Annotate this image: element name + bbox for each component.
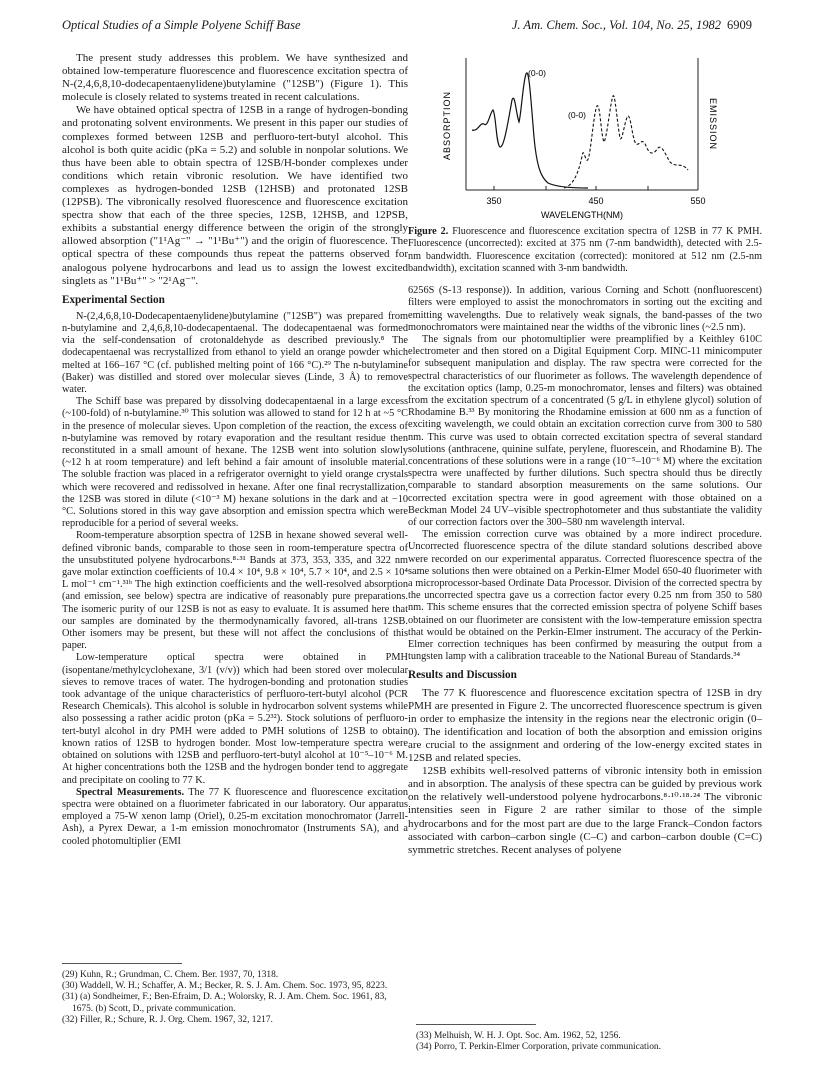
running-title: Optical Studies of a Simple Polyene Schiff Base [62, 18, 301, 32]
spectrum-plot [408, 52, 762, 222]
right-column [408, 52, 762, 857]
footnote: (34) Porro, T. Perkin-Elmer Corporation, private communication. [416, 1042, 661, 1053]
paragraph: 12SB exhibits well-resolved patterns of vibronic intensity both in emission and in absorption. The analysis of these spectra can be guided by previous work on the relatively well-understood polyene hydrocarbons.⁸·¹⁰·¹⁸·²⁴ The vibronic intensities seen in Figure 2 are rather similar to those of the simple hydrocarbons and for the most part are due to the large Franck–Condon factors associated with carbon–carbon single (C–C) and carbon–carbon double (C=C) symmetric stretches. Recent analyses of polyene [408, 765, 762, 856]
footnote-rule [62, 963, 182, 964]
figure-caption-label: Figure 2. [408, 226, 449, 237]
page-number: 6909 [727, 18, 752, 32]
footnotes-right [416, 1024, 762, 1053]
x-tick-label: 450 [588, 196, 604, 206]
x-tick-label: 350 [486, 196, 502, 206]
paragraph: The signals from our photomultiplier were preamplified by a Keithley 610C electrometer and then stored on a Digital Equipment Corp. MINC-11 minicomputer for subsequent manipulation and display. The raw spectra were corrected for the spectral characteristics of our fluorimeter as follows. The wavelength dependence of the excitation optics (lamp, 0.25-m monochromator, lenses and filters) was obtained from the excitation spectrum of a concentrated (5 g/L in ethylene glycol) solution of Rhodamine B.³³ By monitoring the Rhodamine emission at 600 nm as a function of exciting wavelength, we could obtain an excitation correction curve from 300 to 580 nm. This curve was used to obtain corrected excitation spectra of several standard solutions (anthracene, quinine sulfate, perylene, fluorescein, and Rhodamine B). The concentrations of these solutions were in a range (10⁻⁵–10⁻⁶ M) where the excitation spectra were unaffected by further dilutions. Such spectra should thus be directly comparable to standard absorption measurements on the same solutions. Our corrected excitation spectra were in good agreement with those obtained on a Beckman Model 24 UV–visible spectrophotometer and thus substantiate the validity of our correction factors over the 300–580 nm wavelength interval. [408, 334, 762, 529]
footnote: (29) Kuhn, R.; Grundman, C. Chem. Ber. 1937, 70, 1318. [62, 970, 279, 980]
journal-name: J. Am. Chem. Soc., Vol. 104, No. 25, 1982 [511, 18, 721, 32]
paragraph: The 77 K fluorescence and fluorescence excitation spectra of 12SB in dry PMH are presented in Figure 2. The uncorrected fluorescence spectrum is given in order to emphasize the intensity in the regions near the electronic origin (0–0). The identification and location of both the absorption and emission origins are crucial to the assignment and ordering of the low-energy excited states in 12SB and related species. [408, 686, 762, 765]
figure-caption-text: Fluorescence and fluorescence excitation spectra of 12SB in 77 K PMH. Fluorescence (uncorrected): excited at 375 nm (7-nm bandwidth), detected with 2.5-nm bandwidth. Fluorescence excitation (corrected): monitored at 512 nm (2.5-nm bandwidth), excitation scanned with 3-nm bandwidth. [408, 226, 763, 274]
figure-caption [408, 226, 762, 275]
paragraph: The Schiff base was prepared by dissolving dodecapentaenal in a large excess (~100-fold) of n-butylamine.³⁰ This solution was allowed to stand for 12 h at ~5 °C in the presence of molecular sieves. Upon completion of the reaction, the excess of n-butylamine was removed by rotary evaporation and the resultant residue then reconstituted in a small amount of hexane. The 12SB went into solution slowly (~12 h at room temperature) and left behind a fair amount of insoluble material. The soluble fraction was placed in a refrigerator overnight to yield orange crystals which were recovered and redissolved in hexane. After one final recrystallization, the 12SB was stored in dilute (<10⁻³ M) hexane solutions in the dark and at −10 °C. Solutions stored in this way gave absorption and emission spectra which were reproducible for a period of several weeks. [62, 396, 408, 530]
y-axis-label-right: EMISSION [708, 98, 718, 151]
run-in-heading: Spectral Measurements. [76, 786, 185, 798]
left-column [62, 52, 408, 848]
paragraph: Room-temperature absorption spectra of 12SB in hexane showed several well-defined vibronic bands, comparable to those seen in room-temperature spectra of the unsubstituted polyene hydrocarbons.⁸·³¹ Bands at 373, 353, 335, and 322 nm gave molar extinction coefficients of 10.4 × 10⁴, 9.8 × 10⁴, 5.7 × 10⁴, and 2.5 × 10⁴ L mol⁻¹ cm⁻¹.³¹ᵇ The high extinction coefficients and the well-resolved absorption (and emission, see below) spectra are indicative of reasonably pure preparations. The isomeric purity of our 12SB is not as easy to evaluate. It is assumed here that our samples are dominated by the thermodynamically favored, all-trans 12SB. Other isomers may be present, but these will not affect the conclusions of this paper. [62, 530, 408, 652]
footnote: (31) (a) Sondheimer, F.; Ben-Efraim, D. A.; Wolorsky, R. J. Am. Chem. Soc. 1961, 83, 1675. (b) Scott, D., private communication. [62, 992, 387, 1014]
journal-citation [512, 18, 752, 33]
running-head [0, 0, 820, 40]
y-axis-label-left: ABSORPTION [442, 90, 452, 160]
peak-label-absorption: (0-0) [528, 68, 546, 78]
paragraph: Low-temperature optical spectra were obtained in PMH (isopentane/methylcyclohexane, 3/1 (v/v)) which had been stored over molecular sieves to remove traces of water. The hydrogen-bonding and protonation studies took advantage of the unique characteristics of perfluoro-tert-butyl alcohol (PCR Research Chemicals). This alcohol is soluble in hydrocarbon solvent systems while also possessing a rather acidic proton (pKa = 5.2³²). Stock solutions of perfluoro-tert-butyl alcohol in dry PMH were added to PMH solutions of 12SB to obtain known ratios of 12SB to hydrogen bonder. Most low-temperature spectra were obtained on solutions with 12SB and perfluoro-tert-butyl alcohol at 10⁻⁵–10⁻⁶ M. At higher concentrations both the 12SB and the hydrogen bonder tend to aggregate and precipitate on cooling to 77 K. [62, 652, 408, 786]
paragraph: 6256S (S-13 response)). In addition, various Corning and Schott (nonfluorescent) filters were employed to assist the monochromators in sorting out the exciting and emitting wavelengths. Due to relatively weak signals, the band-passes of the two monochromators were maintained near the widths of the vibronic lines (~2.5 nm). [408, 285, 762, 333]
paragraph: The emission correction curve was obtained by a more indirect procedure. Uncorrected fluorescence spectra of the dilute standard solutions described above were recorded on our experimental apparatus. Corrected fluorescence spectra of the same solutions then were obtained on a Perkin-Elmer Model 650-40 fluorimeter with a microprocessor-based Ordinate Data Processor. Division of the corrected spectra by the uncorrected spectra gave us a correction factor every 0.25 nm from 350 to 580 nm. This scheme ensures that the corrected emission spectra of polyene Schiff bases obtained on our fluorimeter are consistent with the low-temperature emission spectra that would be obtained on the Perkin-Elmer instrument. The accuracy of the Perkin-Elmer correction techniques has been confirmed by measuring the output from a tungsten lamp with a calibration traceable to the National Bureau of Standards.³⁴ [408, 529, 762, 663]
footnote: (30) Waddell, W. H.; Schaffer, A. M.; Becker, R. S. J. Am. Chem. Soc. 1973, 95, 8223. [62, 981, 388, 992]
footnote: (33) Melhuish, W. H. J. Opt. Soc. Am. 1962, 52, 1256. [416, 1031, 621, 1041]
paragraph [62, 787, 408, 848]
section-heading-experimental: Experimental Section [62, 293, 165, 306]
paragraph: N-(2,4,6,8,10-Dodecapentaenylidene)butylamine ("12SB") was prepared from n-butylamine and 2,4,6,8,10-dodecapentaenal. The dodecapentaenal was formed via the self-condensation of crotonaldehyde as described previously.⁸ The dodecapentaenal was recrystallized from ethanol to yield an orange powder which melted at 166–167 °C (cf. published melting point of 166 °C).²⁹ The n-butylamine (Baker) was distilled and stored over molecular sieves (Linde, 3 Å) to remove water. [62, 310, 408, 395]
excitation-spectrum-curve [472, 73, 588, 188]
paragraph: We have obtained optical spectra of 12SB in a range of hydrogen-bonding and protonating solvent environments. We present in this paper our studies of complexes formed between 12SB and perfluoro-tert-butyl alcohol. This alcohol is both quite acidic (pKa = 5.2) and soluble in nonpolar solutions. We thus have been able to obtain spectra of 12SB/H-bonder complexes under conditions which retain vibronic resolution. We have identified two complexes as hydrogen-bonded 12SB (12HSB) and protonated 12SB (12PSB). The vibronically resolved fluorescence and fluorescence excitation spectra show that each of the three species, 12SB, 12HSB, and 12PSB, exhibits a substantial energy difference between the origin of the strongly allowed absorption ("1¹Ag⁻" → "1¹Bu⁺") and the origin of fluorescence. The optical spectra of these compounds thus repeat the patterns observed for analogous polyene hydrocarbons and lead us to assign the lowest excited singlets as "1¹Bu⁺" > "2¹Ag⁻". [62, 104, 408, 287]
x-tick-label: 550 [690, 196, 706, 206]
paragraph-text: The 77 K fluorescence and fluorescence excitation spectra were obtained on a fluorimeter fabricated in our laboratory. Our apparatus employed a 75-W xenon lamp (Oriel), 0.25-m excitation monochromator (Jarrell-Ash), a Pyrex Dewar, a 1-m emission monochromator (Instruments SA), and a cooled photomultiplier (EMI [62, 786, 409, 847]
figure-2 [408, 52, 762, 222]
footnote: (32) Filler, R.; Schure, R. J. Org. Chem. 1967, 32, 1217. [62, 1014, 273, 1025]
section-heading-results: Results and Discussion [408, 669, 517, 682]
footnote-rule [416, 1024, 536, 1025]
x-axis-label: WAVELENGTH(NM) [541, 210, 623, 220]
footnotes-left [62, 963, 408, 1026]
paragraph: The present study addresses this problem. We have synthesized and obtained low-temperature fluorescence and fluorescence excitation spectra of N-(2,4,6,8,10-dodecapentaenylidene)butylamine ("12SB") (Figure 1). This molecule is closely related to systems treated in recent calculations. [62, 52, 408, 104]
peak-label-emission: (0-0) [568, 110, 586, 120]
